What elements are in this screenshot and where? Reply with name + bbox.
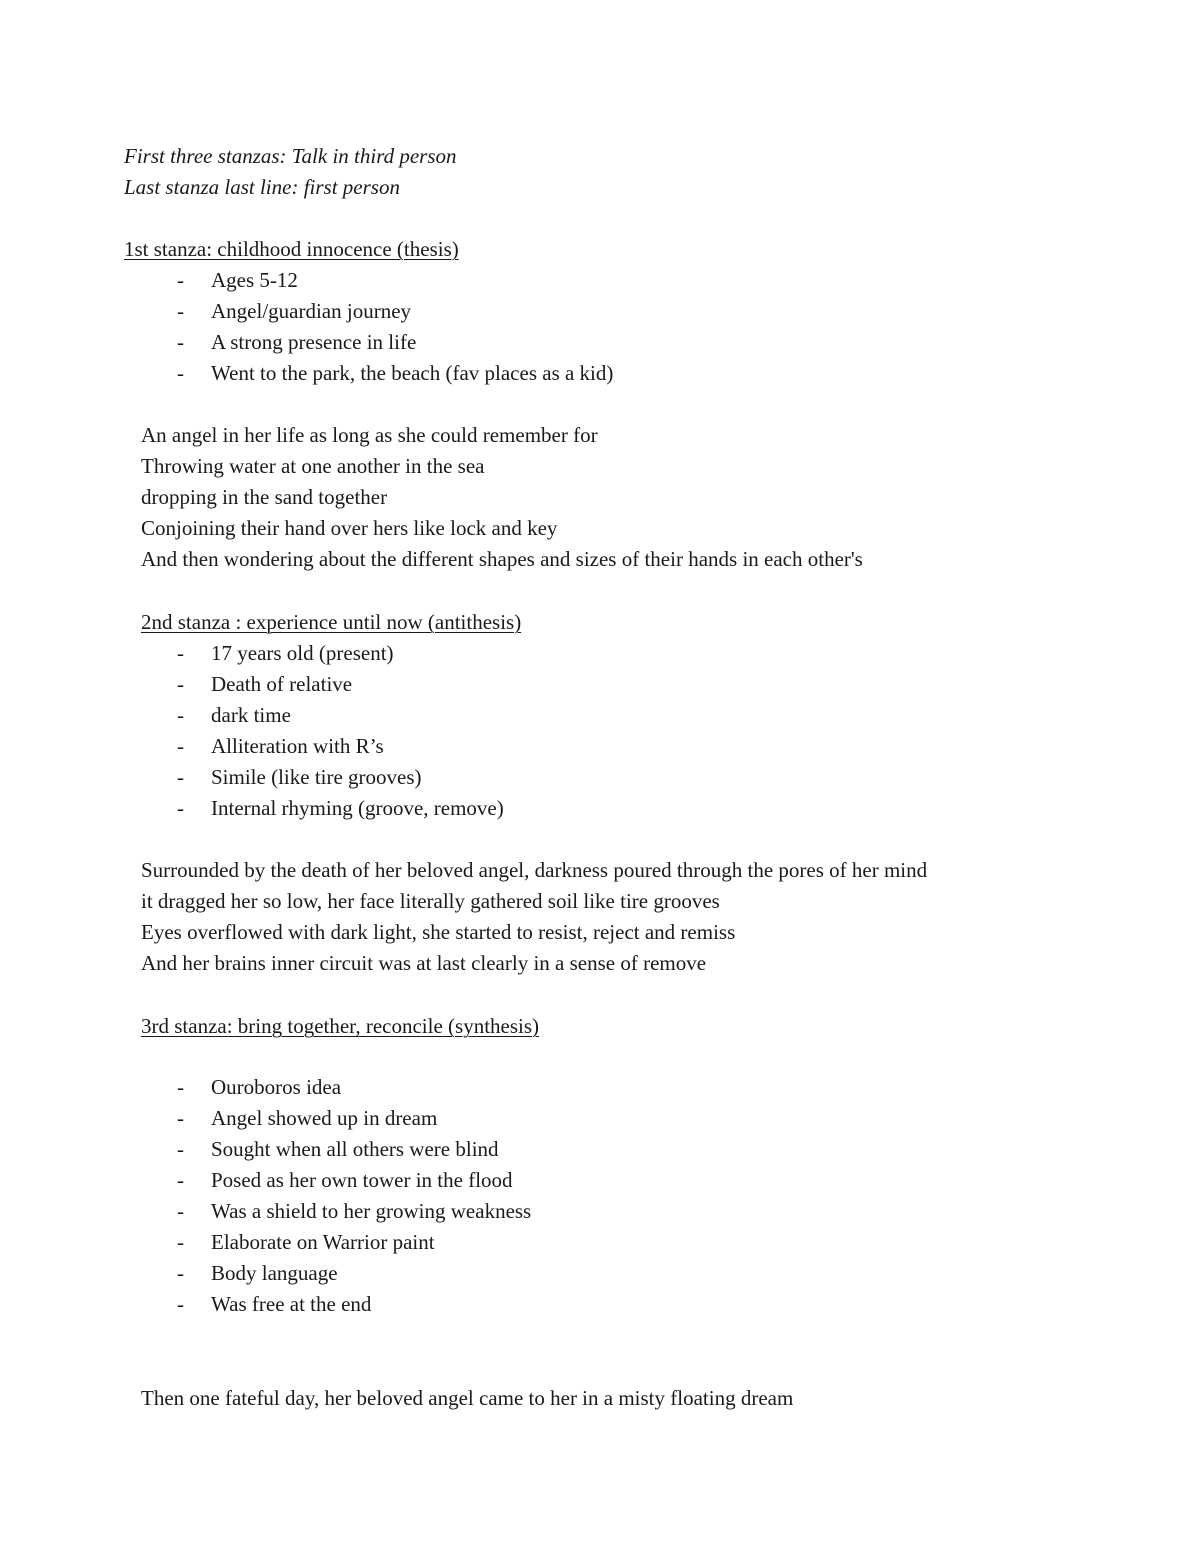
bullet-text: Went to the park, the beach (fav places as a kid)	[211, 361, 614, 385]
bullet-marker: -	[177, 361, 184, 385]
bullet-marker: -	[177, 703, 184, 727]
poem-line: Then one fateful day, her beloved angel came to her in a misty floating dream	[141, 1386, 794, 1410]
bullet-text: Elaborate on Warrior paint	[211, 1230, 435, 1254]
poem-line: Conjoining their hand over hers like lock and key	[141, 516, 558, 540]
stanza2-heading: 2nd stanza : experience until now (antithesis)	[141, 610, 522, 634]
bullet-marker: -	[177, 299, 184, 323]
bullet-marker: -	[177, 1230, 184, 1254]
bullet-text: Simile (like tire grooves)	[211, 765, 422, 789]
bullet-marker: -	[177, 796, 184, 820]
poem-line: Surrounded by the death of her beloved angel, darkness poured through the pores of her mind	[141, 858, 928, 882]
bullet-text: Alliteration with R’s	[211, 734, 384, 758]
stanza3-heading: 3rd stanza: bring together, reconcile (synthesis)	[141, 1014, 540, 1038]
bullet-marker: -	[177, 1075, 184, 1099]
intro-line-2: Last stanza last line: first person	[124, 175, 400, 199]
bullet-marker: -	[177, 268, 184, 292]
poem-line: it dragged her so low, her face literally gathered soil like tire grooves	[141, 889, 720, 913]
bullet-marker: -	[177, 1261, 184, 1285]
bullet-text: Posed as her own tower in the flood	[211, 1168, 513, 1192]
poem-line: Eyes overflowed with dark light, she started to resist, reject and remiss	[141, 920, 736, 944]
poem-line: Throwing water at one another in the sea	[141, 454, 485, 478]
bullet-text: Was free at the end	[211, 1292, 372, 1316]
bullet-marker: -	[177, 330, 184, 354]
bullet-marker: -	[177, 734, 184, 758]
bullet-text: A strong presence in life	[211, 330, 417, 354]
bullet-text: Ouroboros idea	[211, 1075, 342, 1099]
bullet-text: Death of relative	[211, 672, 353, 696]
intro-line-1: First three stanzas: Talk in third person	[124, 144, 457, 168]
bullet-text: 17 years old (present)	[211, 641, 394, 665]
stanza1-heading: 1st stanza: childhood innocence (thesis)	[124, 237, 459, 261]
bullet-marker: -	[177, 672, 184, 696]
bullet-text: Angel showed up in dream	[211, 1106, 438, 1130]
bullet-text: Was a shield to her growing weakness	[211, 1199, 532, 1223]
poem-line: And then wondering about the different shapes and sizes of their hands in each other's	[141, 547, 863, 571]
bullet-text: dark time	[211, 703, 291, 727]
bullet-text: Body language	[211, 1261, 338, 1285]
bullet-text: Internal rhyming (groove, remove)	[211, 796, 504, 820]
bullet-marker: -	[177, 1199, 184, 1223]
bullet-marker: -	[177, 1106, 184, 1130]
bullet-marker: -	[177, 1168, 184, 1192]
bullet-text: Sought when all others were blind	[211, 1137, 499, 1161]
bullet-text: Angel/guardian journey	[211, 299, 412, 323]
poem-line: And her brains inner circuit was at last clearly in a sense of remove	[141, 951, 707, 975]
bullet-marker: -	[177, 1292, 184, 1316]
poem-line: An angel in her life as long as she could remember for	[141, 423, 598, 447]
bullet-marker: -	[177, 765, 184, 789]
bullet-marker: -	[177, 1137, 184, 1161]
bullet-marker: -	[177, 641, 184, 665]
poem-line: dropping in the sand together	[141, 485, 388, 509]
bullet-text: Ages 5-12	[211, 268, 298, 292]
